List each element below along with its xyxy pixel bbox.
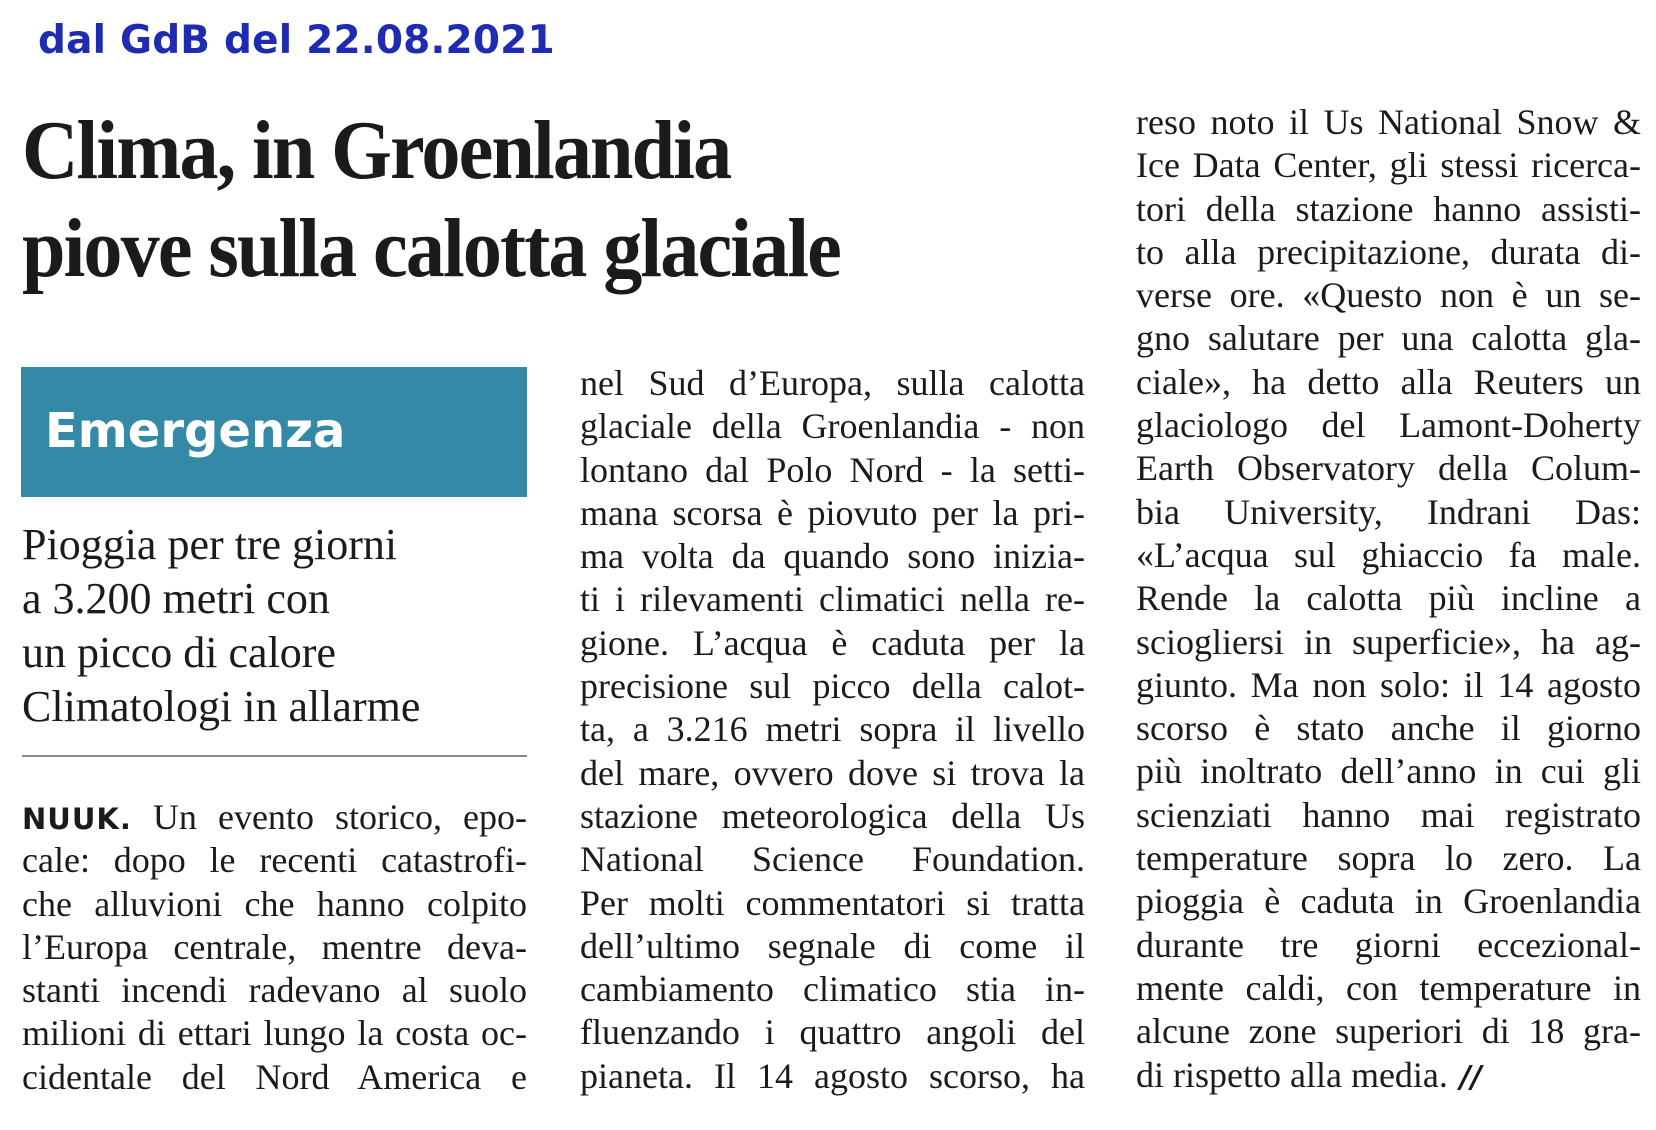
article-line: durante tre giorni eccezional- [1136, 924, 1641, 965]
article-line: National Science Foundation. [580, 839, 1085, 880]
subhead [22, 518, 532, 734]
article-line: giunto. Ma non solo: il 14 agosto [1136, 664, 1641, 705]
article-line: gione. L’acqua è caduta per la [580, 622, 1085, 663]
article-line: ciale», ha detto alla Reuters un [1136, 361, 1641, 402]
article-line: verse ore. «Questo non è un se- [1136, 275, 1641, 316]
article-line: Per molti commentatori si tratta [580, 882, 1085, 923]
article-line: milioni di ettari lungo la costa oc- [22, 1013, 527, 1054]
source-line: dal GdB del 22.08.2021 [38, 18, 555, 63]
article-line: cidentale del Nord America e [22, 1056, 527, 1097]
divider-rule [22, 755, 527, 757]
dateline: NUUK. [22, 802, 132, 836]
subhead-line-3: un picco di calore [22, 628, 336, 677]
article-line: stanti incendi radevano al suolo [22, 970, 527, 1011]
article-line: gno salutare per una calotta gla- [1136, 318, 1641, 359]
article-line: che alluvioni che hanno colpito [22, 883, 527, 924]
article-line: bia University, Indrani Das: [1136, 491, 1641, 532]
subhead-line-2: a 3.200 metri con [22, 574, 330, 623]
article-line: lontano dal Polo Nord - la setti- [580, 449, 1085, 490]
subhead-line-4: Climatologi in allarme [22, 682, 421, 731]
headline-line-1: Clima, in Groenlandia [22, 104, 731, 197]
article-column-3 [1136, 101, 1641, 1097]
article-line: ti i rilevamenti climatici nella re- [580, 579, 1085, 620]
article-line: sciogliersi in superficie», ha ag- [1136, 621, 1641, 662]
article-column-1 [22, 796, 527, 1099]
kicker-box [21, 367, 527, 497]
article-line: ma volta da quando sono inizia- [580, 536, 1085, 577]
article-line: cambiamento climatico stia in- [580, 969, 1085, 1010]
article-line: glaciologo del Lamont-Doherty [1136, 405, 1641, 446]
article-line: nel Sud d’Europa, sulla calotta [580, 363, 1085, 403]
article-line: l’Europa centrale, mentre deva- [22, 926, 527, 967]
article-line: ta, a 3.216 metri sopra il livello [580, 709, 1085, 750]
article-line [1136, 1054, 1641, 1097]
article-line: pioggia è caduta in Groenlandia [1136, 881, 1641, 922]
article-line: alcune zone superiori di 18 gra- [1136, 1011, 1641, 1052]
article-line: del mare, ovvero dove si trova la [580, 752, 1085, 793]
article-line: stazione meteorologica della Us [580, 795, 1085, 836]
article-line: Rende la calotta più incline a [1136, 578, 1641, 619]
subhead-line-1: Pioggia per tre giorni [22, 520, 398, 569]
article-line: dell’ultimo segnale di come il [580, 925, 1085, 966]
article-line: mente caldi, con temperature in [1136, 967, 1641, 1008]
article-line-text: Un evento storico, epo- [152, 797, 528, 837]
article-line-text: di rispetto alla media. [1136, 1054, 1448, 1095]
headline [22, 102, 1026, 298]
article-line: fluenzando i quattro angoli del [580, 1012, 1085, 1053]
article-line: Ice Data Center, gli stessi ricerca- [1136, 145, 1641, 186]
article-line: precisione sul picco della calot- [580, 666, 1085, 707]
article-line: cale: dopo le recenti catastrofi- [22, 840, 527, 881]
article-column-2 [580, 362, 1085, 1098]
article-line: mana scorsa è piovuto per la pri- [580, 492, 1085, 533]
article-line [22, 796, 527, 839]
kicker-label: Emergenza [45, 403, 346, 459]
article-line: scienziati hanno mai registrato [1136, 794, 1641, 835]
article-line: più inoltrato dell’anno in cui gli [1136, 751, 1641, 792]
article-line: Earth Observatory della Colum- [1136, 448, 1641, 489]
article-line: to alla precipitazione, durata di- [1136, 231, 1641, 272]
headline-line-2: piove sulla calotta glaciale [22, 202, 841, 295]
end-mark: // [1459, 1059, 1482, 1095]
article-line: tori della stazione hanno assisti- [1136, 188, 1641, 229]
article-line: reso noto il Us National Snow & [1136, 102, 1641, 142]
article-line: pianeta. Il 14 agosto scorso, ha [580, 1055, 1085, 1096]
article-line: scorso è stato anche il giorno [1136, 708, 1641, 749]
article-line: glaciale della Groenlandia - non [580, 406, 1085, 447]
article-line: «L’acqua sul ghiaccio fa male. [1136, 534, 1641, 575]
article-line: temperature sopra lo zero. La [1136, 838, 1641, 879]
